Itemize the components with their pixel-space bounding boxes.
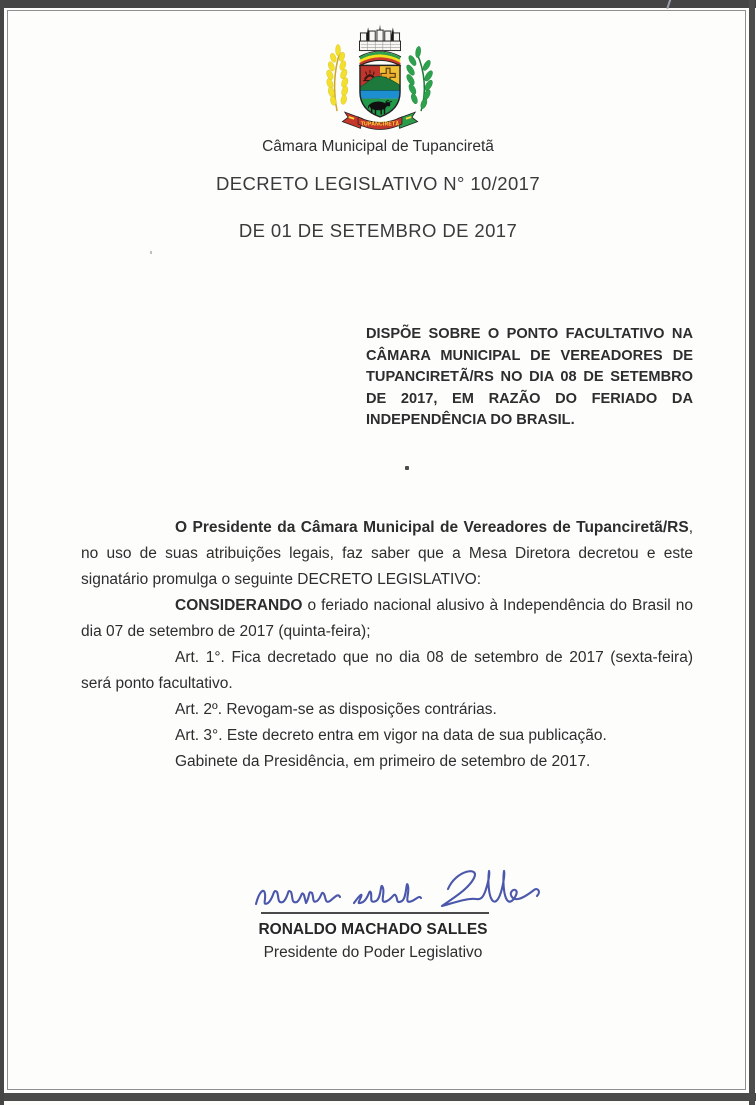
preamble-paragraph (81, 515, 693, 593)
article-2: Art. 2º. Revogam-se as disposições contrárias. (175, 701, 497, 718)
scan-border-bottom (0, 1093, 756, 1101)
decree-title: DECRETO LEGISLATIVO N° 10/2017 (215, 173, 541, 194)
motto-text: TUPANCIRETÃ (360, 121, 400, 128)
scan-border-right (749, 0, 755, 1105)
scan-border-top (0, 0, 756, 8)
wheat-stalk-icon (325, 44, 349, 111)
scan-speck (405, 466, 409, 470)
scan-speck (150, 251, 152, 254)
signer-role: Presidente do Poder Legislativo (263, 944, 483, 961)
decree-date-line: DE 01 DE SETEMBRO DE 2017 (238, 220, 518, 241)
closing-line: Gabinete da Presidência, em primeiro de setembro de 2017. (175, 753, 591, 770)
flag-band-icon (359, 51, 401, 66)
shield-icon (360, 65, 400, 118)
mural-crown-icon (359, 24, 400, 50)
article-3: Art. 3°. Este decreto entra em vigor na data de sua publicação. (175, 727, 607, 744)
decree-summary: DISPÕE SOBRE O PONTO FACULTATIVO NA CÂMARA MUNICIPAL DE VEREADORES DE TUPANCIRETÃ/RS NO DIA 08 DE SETEMBRO DE 2017, EM RAZÃO DO FERIADO DA INDEPENDÊNCIA DO BRASIL. (366, 326, 693, 428)
considerando-bold: CONSIDERANDO (175, 597, 303, 614)
preamble-rest: , no uso de suas atribuições legais, faz saber que a Mesa Diretora decretou e este signatário promulga o seguinte DECRETO LEGISLATIVO: (81, 519, 693, 588)
preamble-bold: O Presidente da Câmara Municipal de Vereadores de Tupanciretã/RS (175, 519, 689, 536)
scan-border-left (0, 0, 4, 1105)
signer-name: RONALDO MACHADO SALLES (258, 921, 488, 938)
decree-body (81, 515, 693, 775)
considerando-rest: o feriado nacional alusivo à Independência do Brasil no dia 07 de setembro de 2017 (quinta-feira); (81, 597, 693, 640)
laurel-branch-icon (405, 46, 434, 111)
org-name: Câmara Municipal de Tupanciretã (262, 138, 494, 155)
municipal-coat-of-arms-icon (318, 14, 442, 132)
article-1: Art. 1°. Fica decretado que no dia 08 de setembro de 2017 (sexta-feira) será ponto facultativo. (81, 649, 693, 692)
signature-rule (261, 912, 489, 914)
considerando-paragraph (81, 593, 693, 645)
